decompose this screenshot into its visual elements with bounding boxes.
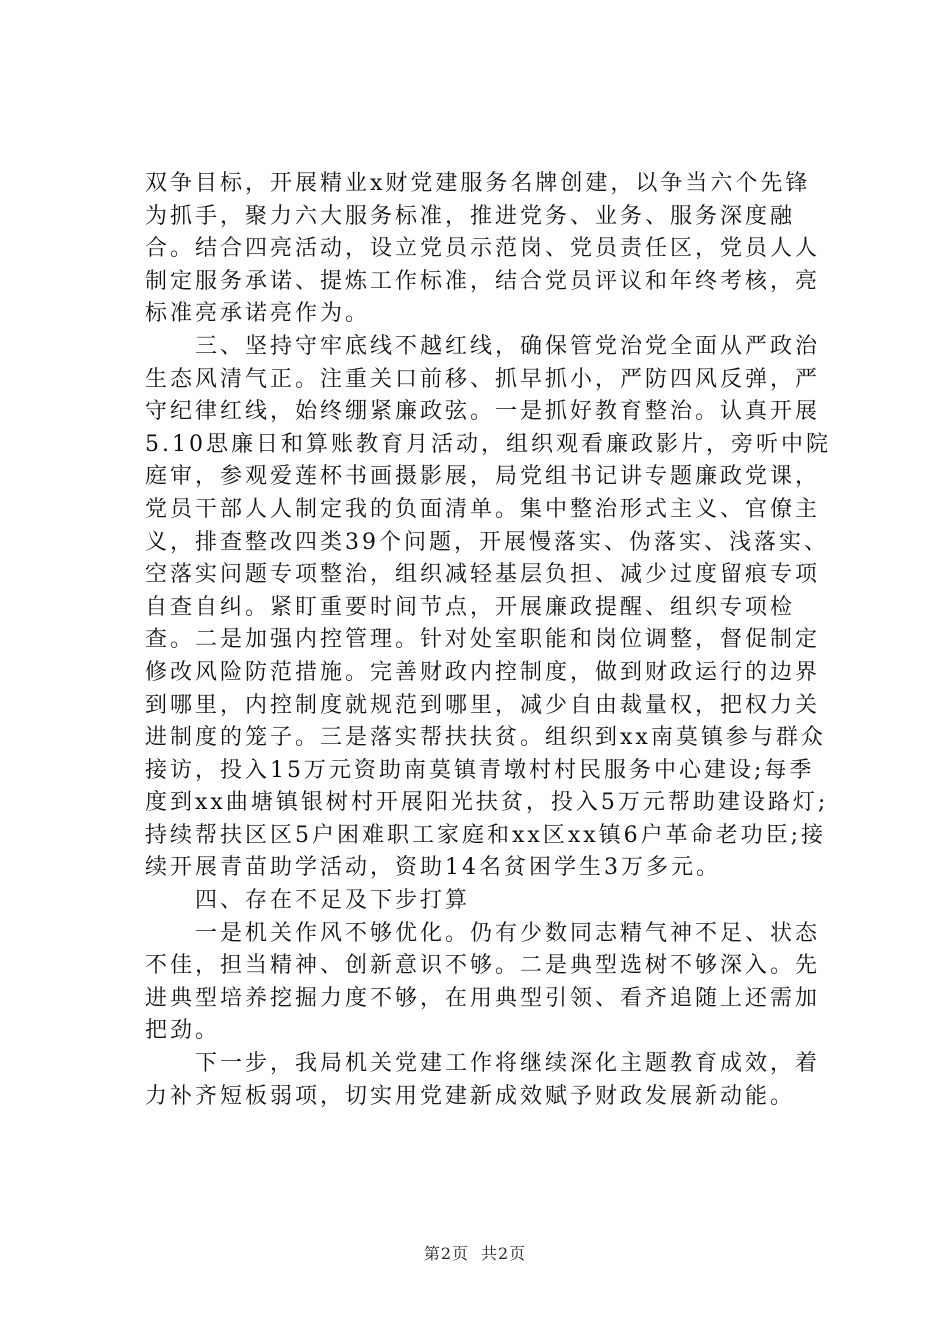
page-number: 第2页 (423, 1244, 469, 1263)
paragraph-pledges: 双争目标，开展精业x财党建服务名牌创建，以争当六个先锋为抓手，聚力六大服务标准，推进党务、业务、服务深度融合。结合四亮活动，设立党员示范岗、党员责任区，党员人人制定服务承诺、提炼工作标准，结合党员评议和年终考核，亮标准亮承诺亮作为。 (145, 171, 821, 327)
document-body (145, 168, 835, 1113)
paragraph-section-three: 三、坚持守牢底线不越红线，确保管党治党全面从严政治生态风清气正。注重关口前移、抓早抓小，严防四风反弹，严守纪律红线，始终绷紧廉政弦。一是抓好教育整治。认真开展5.10思廉日和算账教育月活动，组织观看廉政影片，旁听中院庭审，参观爱莲杯书画摄影展，局党组书记讲专题廉政党课，党员干部人人制定我的负面清单。集中整治形式主义、官僚主义，排查整改四类39个问题，开展慢落实、伪落实、浅落实、空落实问题专项整治，组织减轻基层负担、减少过度留痕专项自查自纠。紧盯重要时间节点，开展廉政提醒、组织专项检查。二是加强内控管理。针对处室职能和岗位调整，督促制定修改风险防范措施。完善财政内控制度，做到财政运行的边界到哪里，内控制度就规范到哪里，减少自由裁量权，把权力关进制度的笼子。三是落实帮扶扶贫。组织到xx南莫镇参与群众接访，投入15万元资助南莫镇青墩村村民服务中心建设;每季度到xx曲塘镇银树村开展阳光扶贫，投入5万元帮助建设路灯;持续帮扶区区5户困难职工家庭和xx区xx镇6户革命老功臣;接续开展青苗助学活动，资助14名贫困学生3万多元。 (145, 333, 831, 881)
paragraph-shortcomings: 一是机关作风不够优化。仍有少数同志精气神不足、状态不佳，担当精神、创新意识不够。二是典型选树不够深入。先进典型培养挖掘力度不够，在用典型引领、看齐追随上还需加把劲。 (145, 920, 821, 1044)
page-total: 共2页 (481, 1244, 527, 1263)
paragraph-next-steps: 下一步，我局机关党建工作将继续深化主题教育成效，着力补齐短板弱项，切实用党建新成效赋予财政发展新动能。 (145, 1051, 821, 1109)
heading-section-four: 四、存在不足及下步打算 (195, 888, 471, 914)
page-footer (0, 1244, 950, 1264)
